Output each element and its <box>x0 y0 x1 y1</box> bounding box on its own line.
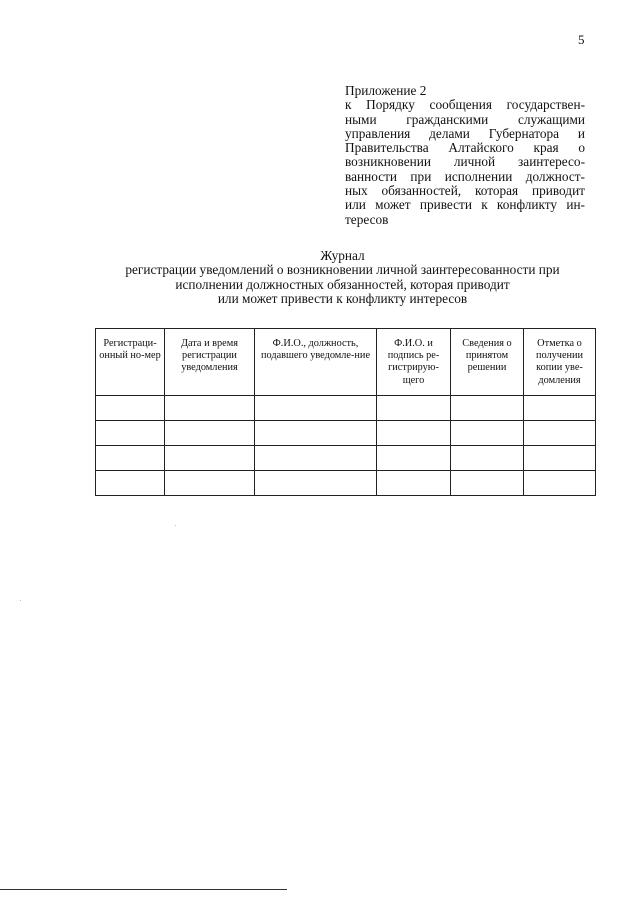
table-header-row <box>96 329 596 396</box>
table-cell <box>165 421 255 446</box>
table-cell <box>451 396 524 421</box>
table-row <box>96 421 596 446</box>
journal-title-line: или может привести к конфликту интересов <box>217 291 468 307</box>
table-cell <box>524 446 596 471</box>
header-registration-datetime: Дата и время регистрации уведомления <box>165 329 255 396</box>
appendix-line: Приложение 2 <box>345 83 427 98</box>
table-cell <box>255 446 377 471</box>
appendix-line: ванности при исполнении должност- <box>345 168 585 184</box>
appendix-line: или может привести к конфликту ин- <box>345 197 585 213</box>
scan-speck <box>175 525 176 526</box>
table-row <box>96 396 596 421</box>
table-cell <box>165 396 255 421</box>
table-cell <box>255 471 377 496</box>
journal-title-line: Журнал <box>320 248 365 263</box>
table-cell <box>165 471 255 496</box>
journal-title-line: регистрации уведомлений о возникновении личной заинтересованности при <box>125 262 560 278</box>
table-cell <box>165 446 255 471</box>
table-cell <box>524 396 596 421</box>
scan-speck <box>20 600 21 601</box>
header-decision: Сведения о принятом решении <box>451 329 524 396</box>
appendix-line: Правительства Алтайского края о <box>345 140 585 156</box>
journal-title-line: исполнении должностных обязанностей, которая приводит <box>175 276 510 292</box>
table-cell <box>451 471 524 496</box>
appendix-line: возникновении личной заинтересо- <box>345 154 585 170</box>
table-cell <box>524 471 596 496</box>
header-registrar: Ф.И.О. и подпись ре-гистрирую-щего <box>377 329 451 396</box>
table-cell <box>377 421 451 446</box>
header-copy-received: Отметка о получении копии уве-домления <box>524 329 596 396</box>
appendix-line: тересов <box>345 211 389 227</box>
registration-journal-table <box>95 328 596 496</box>
table-cell <box>451 446 524 471</box>
appendix-line: ными гражданскими служащими <box>345 111 585 127</box>
table-cell <box>524 421 596 446</box>
table-cell <box>96 446 165 471</box>
footer-rule <box>0 889 287 890</box>
header-submitter: Ф.И.О., должность, подавшего уведомле-ние <box>255 329 377 396</box>
appendix-line: ных обязанностей, которая приводит <box>345 183 585 199</box>
header-registration-number: Регистраци-онный но-мер <box>96 329 165 396</box>
table-cell <box>96 421 165 446</box>
table-cell <box>377 396 451 421</box>
page-number: 5 <box>578 32 585 47</box>
appendix-line: управления делами Губернатора и <box>345 125 585 141</box>
appendix-line: к Порядку сообщения государствен- <box>345 97 585 113</box>
table-cell <box>451 421 524 446</box>
table-cell <box>96 396 165 421</box>
appendix-note <box>345 84 585 227</box>
journal-title <box>60 249 625 307</box>
table-cell <box>377 446 451 471</box>
table-row <box>96 446 596 471</box>
table-cell <box>255 421 377 446</box>
table-cell <box>377 471 451 496</box>
table-cell <box>96 471 165 496</box>
table-cell <box>255 396 377 421</box>
table-row <box>96 471 596 496</box>
